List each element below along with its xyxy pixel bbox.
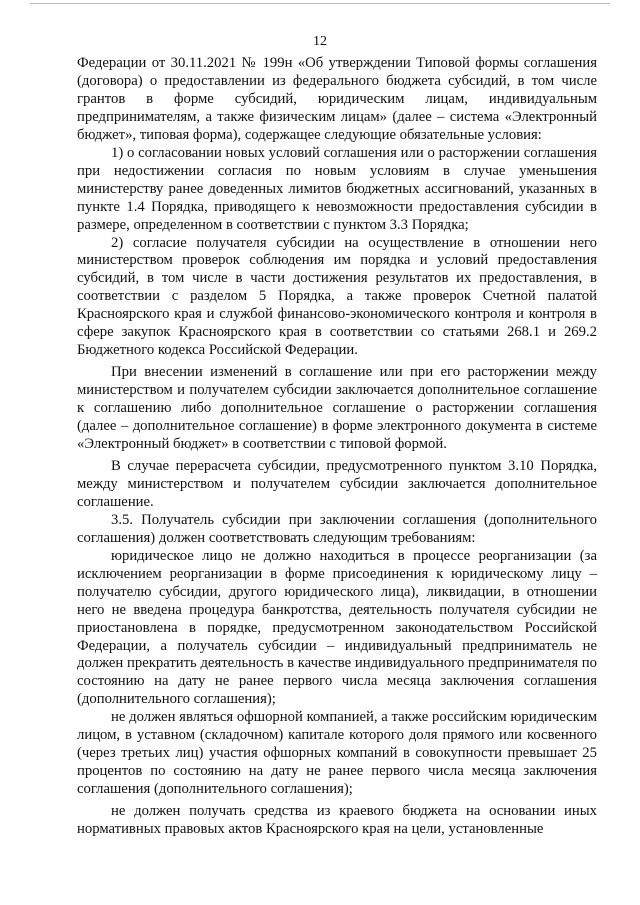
- document-body: [77, 55, 597, 839]
- paragraph-requirement-offshore: не должен являться офшорной компанией, а также российским юридическим лицом, в уставном (складочном) капитале которого доля прямого или косвенного (через третьих лиц) участия офшорных компаний в совокупности превышает 25 процентов по состоянию на дату не ранее первого числа месяца заключения соглашения (дополнительного соглашения);: [77, 709, 597, 798]
- paragraph-recalculation: В случае перерасчета субсидии, предусмотренного пунктом 3.10 Порядка, между министерством и получателем субсидии заключается дополнительное соглашение.: [77, 457, 597, 510]
- scan-edge-line: [30, 3, 610, 4]
- paragraph-requirement-reorganization: юридическое лицо не должно находиться в процессе реорганизации (за исключением реорганизации в форме присоединения к юридическому лицу – получателю субсидии, другого юридического лица), ликвидации, в отношении него не введена процедура банкротства, деятельность получателя субсидии не приостановлена в порядке, предусмотренном законодательством Российской Федерации, а получатель субсидии – индивидуальный предприниматель не должен прекратить деятельность в качестве индивидуального предпринимателя по состоянию на дату не ранее первого числа месяца заключения соглашения (дополнительного соглашения);: [77, 547, 597, 708]
- paragraph-condition-2: 2) согласие получателя субсидии на осуществление в отношении него министерством проверок соблюдения им порядка и условий предоставления субсидий, в том числе в части достижения результатов их предоставления, в соответствии с разделом 5 Порядка, а также проверок Счетной палатой Красноярского края и службой финансово-экономического контроля и контроля в сфере закупок Красноярского края в соответствии со статьями 268.1 и 269.2 Бюджетного кодекса Российской Федерации.: [77, 234, 597, 359]
- paragraph-amendments: При внесении изменений в соглашение или при его расторжении между министерством и получателем субсидии заключается дополнительное соглашение к соглашению либо дополнительное соглашение о расторжении соглашения (далее – дополнительное соглашение) в форме электронного документа в системе «Электронный бюджет» в соответствии с типовой формой.: [77, 364, 597, 453]
- paragraph-section-3-5: 3.5. Получатель субсидии при заключении соглашения (дополнительного соглашения) должен соответствовать следующим требованиям:: [77, 511, 597, 546]
- paragraph-continuation: Федерации от 30.11.2021 № 199н «Об утверждении Типовой формы соглашения (договора) о предоставлении из федерального бюджета субсидий, в том числе грантов в форме субсидий, юридическим лицам, индивидуальным предпринимателям, а также физическим лицам» (далее – система «Электронный бюджет», типовая форма), содержащее следующие обязательные условия:: [77, 55, 597, 143]
- page-number: 12: [313, 34, 327, 49]
- paragraph-requirement-funds: не должен получать средства из краевого бюджета на основании иных нормативных правовых актов Красноярского края на цели, установленные: [77, 803, 597, 838]
- paragraph-condition-1: 1) о согласовании новых условий соглашения или о расторжении соглашения при недостижении согласия по новым условиям в случае уменьшения министерству ранее доведенных лимитов бюджетных ассигнований, указанных в пункте 1.4 Порядка, приводящего к невозможности предоставления субсидии в размере, определенном в соответствии с пунктом 3.3 Порядка;: [77, 144, 597, 233]
